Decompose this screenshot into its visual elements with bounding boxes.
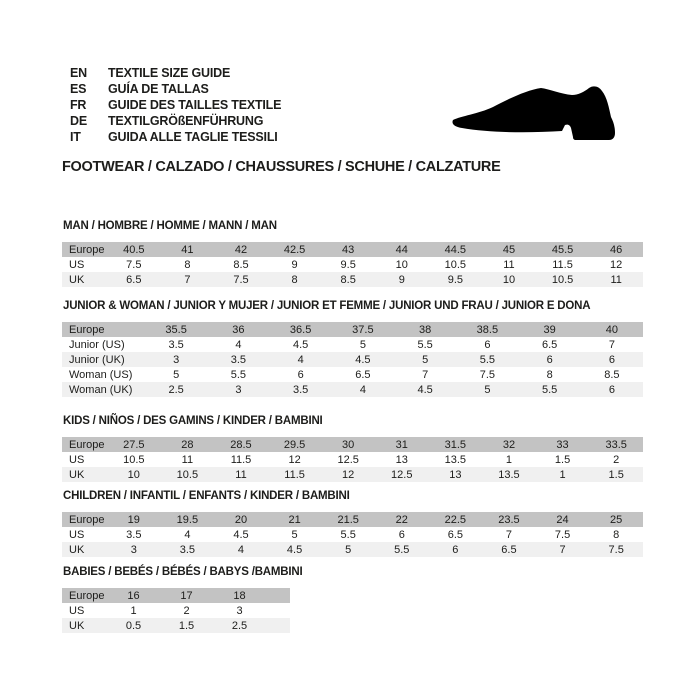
size-value: 12 [268,452,322,467]
size-value: 6.5 [482,542,536,557]
size-value: 4.5 [270,337,332,352]
spacer-cell [266,588,290,603]
size-value: 5 [268,527,322,542]
size-value: 7 [581,337,643,352]
size-value: 42.5 [268,242,322,257]
size-value: 21.5 [321,512,375,527]
language-list [70,65,281,145]
size-section-kids [62,414,643,482]
language-label: TEXTILE SIZE GUIDE [108,66,231,80]
size-value: 12 [589,257,643,272]
row-label: US [62,527,107,542]
language-label: TEXTILGRÖßENFÜHRUNG [108,114,264,128]
size-value: 10.5 [107,452,161,467]
size-value: 41 [161,242,215,257]
size-value: 5.5 [456,352,518,367]
size-value: 5.5 [321,527,375,542]
junior-woman-row-woman-uk [62,382,643,397]
size-value: 5.5 [207,367,269,382]
row-label: Europe [62,437,107,452]
size-value: 17 [160,588,213,603]
size-value: 7.5 [214,272,268,287]
section-title: BABIES / BEBÉS / BÉBÉS / BABYS /BAMBINI [63,566,303,578]
babies-row-us [62,603,290,618]
row-label: UK [62,272,107,287]
size-value: 10 [107,467,161,482]
size-value: 3.5 [145,337,207,352]
section-title: MAN / HOMBRE / HOMME / MANN / MAN [63,220,277,232]
size-value: 11 [482,257,536,272]
size-value: 25 [589,512,643,527]
size-value: 8 [161,257,215,272]
size-value: 11 [589,272,643,287]
size-value: 4 [214,542,268,557]
size-value: 8.5 [581,367,643,382]
size-value: 3 [145,352,207,367]
size-value: 20 [214,512,268,527]
kids-row-uk [62,467,643,482]
row-label: US [62,452,107,467]
size-value: 38 [394,322,456,337]
size-value: 5 [145,367,207,382]
language-row-en [70,65,281,81]
size-value: 16 [107,588,160,603]
size-value: 44 [375,242,429,257]
size-value: 35.5 [145,322,207,337]
size-value: 21 [268,512,322,527]
row-label: US [62,257,107,272]
size-value: 5 [456,382,518,397]
children-row-us [62,527,643,542]
size-value: 28 [161,437,215,452]
size-value: 44.5 [429,242,483,257]
man-row-uk [62,272,643,287]
size-value: 2 [160,603,213,618]
size-value: 19.5 [161,512,215,527]
section-title: JUNIOR & WOMAN / JUNIOR Y MUJER / JUNIOR ET FEMME / JUNIOR UND FRAU / JUNIOR E DONA [63,300,591,312]
language-row-it [70,129,281,145]
size-value: 5 [394,352,456,367]
size-value: 7 [161,272,215,287]
size-value: 3.5 [161,542,215,557]
size-value: 4.5 [394,382,456,397]
size-table-man [62,242,643,287]
size-value: 7 [482,527,536,542]
row-label: Europe [62,588,107,603]
dress-shoe-icon [450,80,618,142]
size-value: 11 [161,452,215,467]
size-table-junior-woman [62,322,643,397]
row-label: Europe [62,512,107,527]
size-value: 3 [107,542,161,557]
size-value: 1.5 [160,618,213,633]
size-value: 4.5 [214,527,268,542]
size-value: 45 [482,242,536,257]
size-value: 28.5 [214,437,268,452]
size-value: 1 [482,452,536,467]
children-row-europe [62,512,643,527]
size-value: 3 [213,603,266,618]
size-value: 42 [214,242,268,257]
size-value: 9.5 [321,257,375,272]
size-value: 13.5 [429,452,483,467]
size-value: 45.5 [536,242,590,257]
junior-woman-row-europe [62,322,643,337]
size-value: 7.5 [107,257,161,272]
row-label: Junior (US) [62,337,145,352]
size-value: 12.5 [321,452,375,467]
size-value: 6 [519,352,581,367]
language-code: IT [70,130,81,144]
row-label: Woman (UK) [62,382,145,397]
size-value: 43 [321,242,375,257]
size-value: 22 [375,512,429,527]
size-value: 3.5 [107,527,161,542]
size-value: 24 [536,512,590,527]
size-value: 6 [375,527,429,542]
size-value: 13.5 [482,467,536,482]
language-row-fr [70,97,281,113]
size-value: 8 [589,527,643,542]
row-label: UK [62,542,107,557]
size-value: 0.5 [107,618,160,633]
size-value: 23.5 [482,512,536,527]
spacer-cell [266,603,290,618]
size-value: 11.5 [214,452,268,467]
size-value: 12 [321,467,375,482]
size-value: 7.5 [536,527,590,542]
size-value: 3.5 [207,352,269,367]
size-value: 3 [207,382,269,397]
kids-row-us [62,452,643,467]
language-label: GUÍA DE TALLAS [108,82,209,96]
size-value: 30 [321,437,375,452]
size-value: 2.5 [213,618,266,633]
size-value: 13 [375,452,429,467]
size-value: 33.5 [589,437,643,452]
size-value: 18 [213,588,266,603]
size-value: 4 [332,382,394,397]
size-value: 5.5 [394,337,456,352]
size-value: 7 [536,542,590,557]
size-section-babies [62,565,302,633]
size-value: 8 [268,272,322,287]
size-value: 46 [589,242,643,257]
language-code: ES [70,82,87,96]
row-label: Junior (UK) [62,352,145,367]
size-value: 6 [581,382,643,397]
size-value: 3.5 [270,382,332,397]
language-code: FR [70,98,87,112]
row-label: Europe [62,322,145,337]
size-value: 5 [321,542,375,557]
size-value: 1.5 [536,452,590,467]
size-value: 39 [519,322,581,337]
man-row-europe [62,242,643,257]
row-label: Woman (US) [62,367,145,382]
size-value: 12.5 [375,467,429,482]
size-value: 10.5 [429,257,483,272]
children-row-uk [62,542,643,557]
size-value: 38.5 [456,322,518,337]
size-value: 9.5 [429,272,483,287]
size-value: 10.5 [161,467,215,482]
size-value: 5.5 [519,382,581,397]
size-value: 40.5 [107,242,161,257]
size-value: 2 [589,452,643,467]
language-code: DE [70,114,87,128]
language-code: EN [70,66,87,80]
kids-row-europe [62,437,643,452]
size-value: 1 [536,467,590,482]
size-section-junior-woman [62,299,643,397]
size-value: 4 [270,352,332,367]
size-value: 40 [581,322,643,337]
babies-row-uk [62,618,290,633]
size-table-kids [62,437,643,482]
size-value: 8 [519,367,581,382]
man-row-us [62,257,643,272]
row-label: UK [62,618,107,633]
language-label: GUIDE DES TAILLES TEXTILE [108,98,282,112]
size-value: 7.5 [456,367,518,382]
language-row-es [70,81,281,97]
size-table-children [62,512,643,557]
size-value: 31 [375,437,429,452]
size-value: 6 [456,337,518,352]
size-value: 33 [536,437,590,452]
size-value: 4 [207,337,269,352]
language-label: GUIDA ALLE TAGLIE TESSILI [108,130,278,144]
section-title: CHILDREN / INFANTIL / ENFANTS / KINDER / BAMBINI [63,490,350,502]
size-value: 37.5 [332,322,394,337]
size-value: 1 [107,603,160,618]
size-value: 6.5 [332,367,394,382]
size-value: 8.5 [321,272,375,287]
row-label: Europe [62,242,107,257]
row-label: US [62,603,107,618]
size-value: 11 [214,467,268,482]
junior-woman-row-junior-us [62,337,643,352]
size-value: 4 [161,527,215,542]
size-value: 6.5 [107,272,161,287]
size-value: 4.5 [332,352,394,367]
size-value: 5.5 [375,542,429,557]
size-value: 8.5 [214,257,268,272]
category-heading: FOOTWEAR / CALZADO / CHAUSSURES / SCHUHE / CALZATURE [62,159,501,175]
size-value: 2.5 [145,382,207,397]
size-value: 10 [375,257,429,272]
size-value: 6.5 [429,527,483,542]
section-title: KIDS / NIÑOS / DES GAMINS / KINDER / BAMBINI [63,415,323,427]
size-value: 29.5 [268,437,322,452]
size-value: 9 [268,257,322,272]
size-value: 5 [332,337,394,352]
size-value: 7.5 [589,542,643,557]
size-value: 27.5 [107,437,161,452]
size-value: 1.5 [589,467,643,482]
size-value: 11.5 [536,257,590,272]
size-value: 6.5 [519,337,581,352]
size-value: 13 [429,467,483,482]
junior-woman-row-woman-us [62,367,643,382]
size-value: 9 [375,272,429,287]
size-table-babies [62,588,290,633]
size-value: 10.5 [536,272,590,287]
size-value: 32 [482,437,536,452]
size-value: 36 [207,322,269,337]
size-value: 36.5 [270,322,332,337]
size-value: 22.5 [429,512,483,527]
size-value: 10 [482,272,536,287]
size-value: 11.5 [268,467,322,482]
language-row-de [70,113,281,129]
size-value: 6 [581,352,643,367]
size-section-children [62,489,643,557]
row-label: UK [62,467,107,482]
size-value: 7 [394,367,456,382]
size-value: 6 [270,367,332,382]
size-value: 31.5 [429,437,483,452]
size-value: 6 [429,542,483,557]
size-value: 19 [107,512,161,527]
size-section-man [62,219,643,287]
spacer-cell [266,618,290,633]
babies-row-europe [62,588,290,603]
junior-woman-row-junior-uk [62,352,643,367]
size-value: 4.5 [268,542,322,557]
